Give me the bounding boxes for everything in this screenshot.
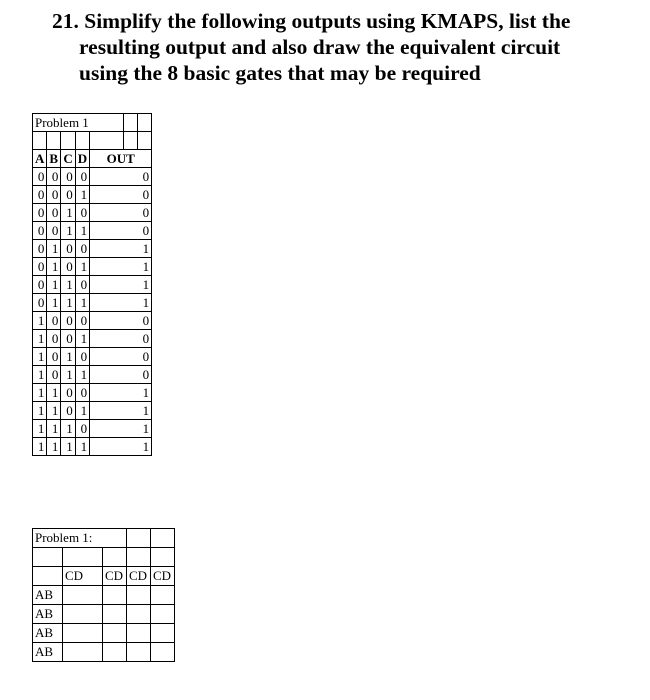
truth-table-row (33, 384, 152, 402)
truth-table-cell: 0 (61, 186, 75, 204)
kmap-table (32, 528, 175, 662)
truth-table-cell: 0 (75, 312, 89, 330)
kmap-column-header-row (33, 567, 175, 586)
truth-table-cell: 1 (90, 240, 152, 258)
kmap-cell (63, 624, 103, 643)
truth-table-cell: 1 (90, 438, 152, 456)
kmap-col-header: CD (127, 567, 151, 586)
truth-table-cell: 1 (90, 258, 152, 276)
truth-table-cell: 1 (47, 276, 61, 294)
truth-table-cell: 1 (61, 438, 75, 456)
truth-table-cell: 0 (61, 258, 75, 276)
kmap-col-header: CD (63, 567, 103, 586)
truth-table-cell: 0 (33, 186, 47, 204)
truth-table-cell: 0 (75, 384, 89, 402)
truth-table-cell: 1 (47, 402, 61, 420)
kmap-spacer-row (33, 548, 175, 567)
truth-table-cell: 1 (33, 438, 47, 456)
kmap-row (33, 643, 175, 662)
truth-table-row (33, 240, 152, 258)
truth-table-cell: 0 (61, 384, 75, 402)
truth-table-cell: 0 (47, 222, 61, 240)
truth-table-cell: 1 (90, 402, 152, 420)
kmap-cell (127, 624, 151, 643)
truth-table-cell: 1 (33, 348, 47, 366)
truth-table-cell: 0 (33, 276, 47, 294)
truth-table-cell: 1 (61, 276, 75, 294)
truth-table-cell: 0 (90, 348, 152, 366)
truth-table-header-cell: B (47, 150, 61, 168)
kmap-row-header: AB (33, 624, 63, 643)
kmap-row-header: AB (33, 605, 63, 624)
truth-table-cell: 0 (61, 330, 75, 348)
blank-cell (124, 132, 138, 150)
truth-table-cell: 1 (47, 420, 61, 438)
truth-table-cell: 0 (90, 312, 152, 330)
blank-cell (75, 132, 89, 150)
truth-table-cell: 0 (75, 204, 89, 222)
kmap-row-header: AB (33, 586, 63, 605)
truth-table-cell: 0 (75, 348, 89, 366)
truth-table-cell: 0 (75, 420, 89, 438)
truth-table-cell: 1 (75, 186, 89, 204)
truth-table-cell: 0 (75, 240, 89, 258)
truth-table-cell: 0 (47, 366, 61, 384)
truth-table-label-row (33, 114, 152, 132)
truth-table-cell: 1 (75, 330, 89, 348)
kmap-row (33, 586, 175, 605)
truth-table-cell: 0 (90, 222, 152, 240)
truth-table-cell: 0 (90, 366, 152, 384)
kmap-cell (63, 643, 103, 662)
truth-table-row (33, 258, 152, 276)
blank-cell (138, 114, 152, 132)
truth-table-cell: 1 (75, 366, 89, 384)
truth-table-row (33, 168, 152, 186)
truth-table-cell: 1 (47, 294, 61, 312)
truth-table-cell: 1 (90, 276, 152, 294)
truth-table-row (33, 222, 152, 240)
kmap-cell (103, 586, 127, 605)
blank-cell (138, 132, 152, 150)
blank-cell (47, 132, 61, 150)
truth-table-cell: 0 (33, 168, 47, 186)
truth-table-cell: 0 (47, 330, 61, 348)
truth-table-header-cell: D (75, 150, 89, 168)
truth-table-header-cell: OUT (90, 150, 152, 168)
truth-table-cell: 0 (90, 186, 152, 204)
truth-table-header-row (33, 150, 152, 168)
truth-table-cell: 1 (47, 438, 61, 456)
truth-table-row (33, 438, 152, 456)
truth-table-cell: 1 (47, 384, 61, 402)
kmap-cell (151, 643, 175, 662)
blank-cell (61, 132, 75, 150)
kmap-cell (151, 586, 175, 605)
kmap-cell (127, 586, 151, 605)
question-line-1 (52, 8, 632, 34)
kmap-row (33, 605, 175, 624)
blank-cell (151, 529, 175, 548)
truth-table-row (33, 294, 152, 312)
truth-table-cell: 0 (47, 348, 61, 366)
blank-cell (151, 548, 175, 567)
truth-table-cell: 0 (33, 258, 47, 276)
kmap-label-row (33, 529, 175, 548)
truth-table-header-cell: C (61, 150, 75, 168)
truth-table-cell: 0 (61, 168, 75, 186)
truth-table-cell: 1 (75, 222, 89, 240)
blank-cell (90, 132, 124, 150)
truth-table-header-cell: A (33, 150, 47, 168)
truth-table-cell: 0 (75, 276, 89, 294)
truth-table-row (33, 366, 152, 384)
truth-table-cell: 1 (33, 312, 47, 330)
truth-table-cell: 1 (61, 348, 75, 366)
truth-table-cell: 1 (33, 402, 47, 420)
kmap-cell (103, 643, 127, 662)
question-line-1-text: Simplify the following outputs using KMAPS, list the (84, 9, 571, 33)
kmap-cell (63, 605, 103, 624)
truth-table-cell: 0 (61, 312, 75, 330)
truth-table-cell: 0 (61, 240, 75, 258)
blank-cell (33, 548, 63, 567)
truth-table-cell: 0 (33, 222, 47, 240)
truth-table-row (33, 204, 152, 222)
truth-table-cell: 1 (75, 258, 89, 276)
truth-table-cell: 0 (33, 240, 47, 258)
truth-table-cell: 1 (61, 204, 75, 222)
truth-table-cell: 1 (33, 330, 47, 348)
truth-table-cell: 1 (61, 366, 75, 384)
blank-cell (124, 114, 138, 132)
kmap-col-header: CD (103, 567, 127, 586)
truth-table-cell: 1 (33, 384, 47, 402)
kmap-cell (103, 605, 127, 624)
truth-table-cell: 1 (75, 438, 89, 456)
blank-cell (127, 529, 151, 548)
truth-table-row (33, 186, 152, 204)
kmap-row (33, 624, 175, 643)
truth-table-row (33, 312, 152, 330)
kmap-cell (127, 605, 151, 624)
kmap-label: Problem 1: (33, 529, 127, 548)
truth-table-cell: 0 (90, 168, 152, 186)
truth-table-row (33, 420, 152, 438)
kmap-cell (63, 586, 103, 605)
truth-table-cell: 1 (75, 402, 89, 420)
kmap-cell (103, 624, 127, 643)
kmap-cell (151, 624, 175, 643)
truth-table-row (33, 402, 152, 420)
truth-table-cell: 0 (61, 402, 75, 420)
blank-cell (63, 548, 103, 567)
truth-table-row (33, 348, 152, 366)
truth-table-cell: 0 (33, 294, 47, 312)
kmap-cell (151, 605, 175, 624)
truth-table-cell: 1 (90, 294, 152, 312)
truth-table-cell: 0 (47, 312, 61, 330)
truth-table-cell: 1 (90, 420, 152, 438)
truth-table-cell: 0 (90, 330, 152, 348)
truth-table-cell: 1 (90, 384, 152, 402)
kmap-col-header: CD (151, 567, 175, 586)
truth-table-cell: 0 (47, 204, 61, 222)
blank-cell (33, 132, 47, 150)
truth-table (32, 113, 152, 456)
truth-table-cell: 1 (47, 258, 61, 276)
truth-table-spacer-row (33, 132, 152, 150)
truth-table-label: Problem 1 (33, 114, 124, 132)
kmap-cell (127, 643, 151, 662)
truth-table-row (33, 276, 152, 294)
truth-table-cell: 1 (75, 294, 89, 312)
truth-table-cell: 1 (61, 420, 75, 438)
truth-table-cell: 0 (33, 204, 47, 222)
question-line-3: using the 8 basic gates that may be required (79, 61, 481, 85)
truth-table-cell: 1 (47, 240, 61, 258)
question-number: 21. (52, 9, 79, 33)
blank-cell (103, 548, 127, 567)
blank-cell (127, 548, 151, 567)
truth-table-cell: 0 (75, 168, 89, 186)
blank-cell (33, 567, 63, 586)
question-text (52, 8, 632, 86)
truth-table-cell: 1 (33, 420, 47, 438)
truth-table-row (33, 330, 152, 348)
truth-table-cell: 1 (61, 294, 75, 312)
truth-table-cell: 0 (90, 204, 152, 222)
truth-table-cell: 0 (47, 186, 61, 204)
kmap-row-header: AB (33, 643, 63, 662)
truth-table-cell: 0 (47, 168, 61, 186)
question-line-2: resulting output and also draw the equivalent circuit (79, 35, 561, 59)
truth-table-cell: 1 (33, 366, 47, 384)
truth-table-cell: 1 (61, 222, 75, 240)
